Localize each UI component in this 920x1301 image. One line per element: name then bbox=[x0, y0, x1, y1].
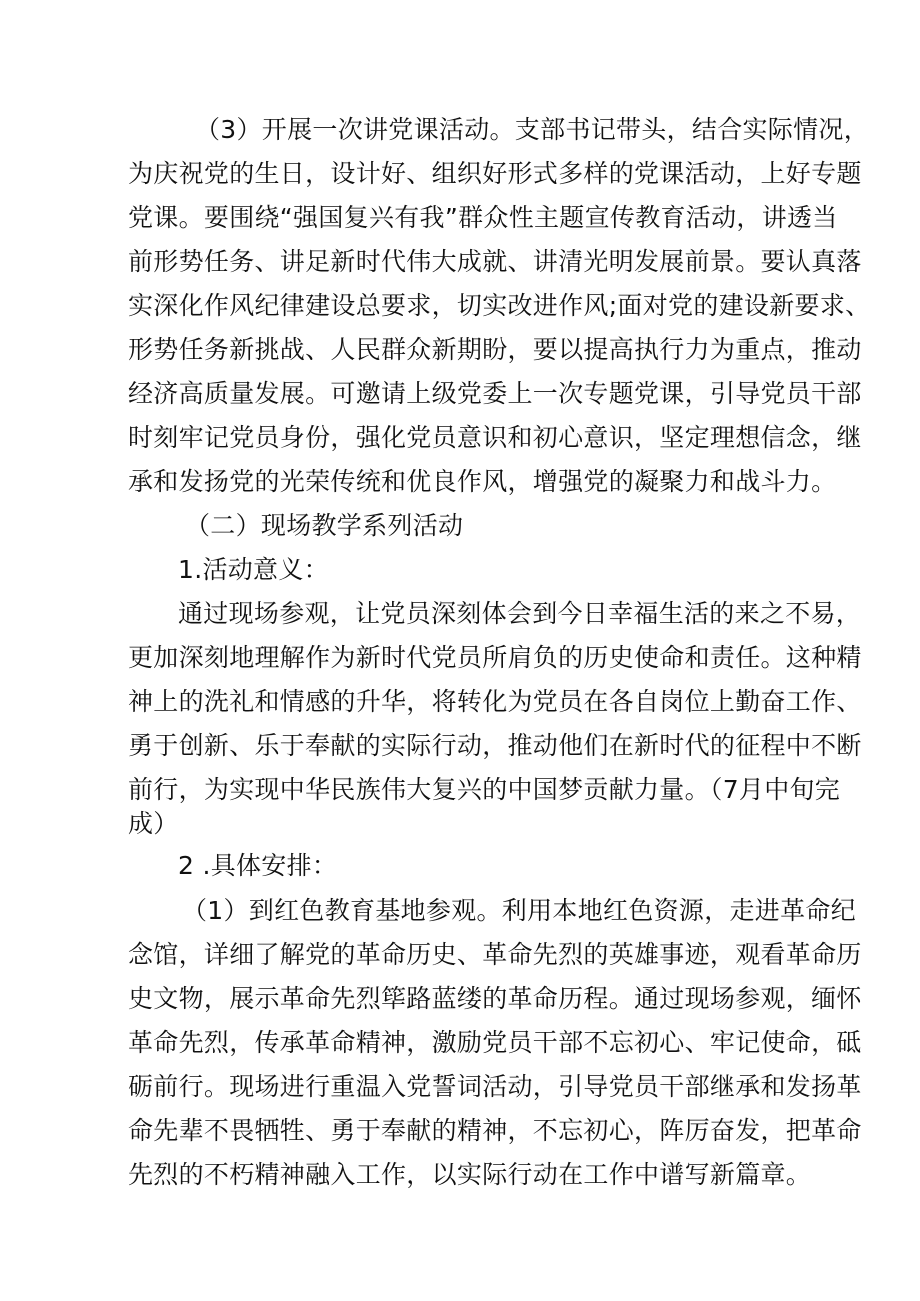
paragraph-line: 史文物，展示革命先烈筚路蓝缕的革命历程。通过现场参观，缅怀 bbox=[128, 984, 862, 1013]
paragraph-line: 革命先烈，传承革命精神，激励党员干部不忘初心、牢记使命，砥 bbox=[128, 1028, 862, 1057]
paragraph-line: 为庆祝党的生日，设计好、组织好形式多样的党课活动，上好专题 bbox=[128, 159, 862, 188]
paragraph-line: （1）到红色教育基地参观。利用本地红色资源，走进革命纪 bbox=[182, 896, 857, 925]
subsection-heading: 1.活动意义： bbox=[178, 555, 329, 584]
paragraph-line: 经济高质量发展。可邀请上级党委上一次专题党课，引导党员干部 bbox=[128, 379, 862, 408]
subsection-heading: 2 .具体安排： bbox=[178, 851, 338, 880]
paragraph-line: 形势任务新挑战、人民群众新期盼，要以提高执行力为重点，推动 bbox=[128, 335, 862, 364]
paragraph-line: 更加深刻地理解作为新时代党员所肩负的历史使命和责任。这种精 bbox=[128, 643, 862, 672]
paragraph-line: 前行，为实现中华民族伟大复兴的中国梦贡献力量。（7月中旬完 bbox=[128, 775, 841, 804]
section-heading: （二）现场教学系列活动 bbox=[185, 511, 464, 540]
paragraph-line: 党课。要围绕“强国复兴有我”群众性主题宣传教育活动，讲透当 bbox=[128, 203, 838, 232]
paragraph-line: 实深化作风纪律建设总要求，切实改进作风;面对党的建设新要求、 bbox=[128, 291, 871, 320]
paragraph-line: 神上的洗礼和情感的升华，将转化为党员在各自岗位上勤奋工作、 bbox=[128, 687, 862, 716]
paragraph-line: 念馆，详细了解党的革命历史、革命先烈的英雄事迹，观看革命历 bbox=[128, 940, 862, 969]
paragraph-line: 砺前行。现场进行重温入党誓词活动，引导党员干部继承和发扬革 bbox=[128, 1072, 862, 1101]
paragraph-line: 勇于创新、乐于奉献的实际行动，推动他们在新时代的征程中不断 bbox=[128, 731, 862, 760]
paragraph-line: 时刻牢记党员身份，强化党员意识和初心意识，坚定理想信念，继 bbox=[128, 423, 862, 452]
paragraph-line: 通过现场参观，让党员深刻体会到今日幸福生活的来之不易， bbox=[178, 599, 862, 628]
paragraph-line: 前形势任务、讲足新时代伟大成就、讲清光明发展前景。要认真落 bbox=[128, 247, 862, 276]
paragraph-line: 先烈的不朽精神融入工作，以实际行动在工作中谱写新篇章。 bbox=[128, 1160, 812, 1189]
paragraph-line: 命先辈不畏牺牲、勇于奉献的精神，不忘初心，阵厉奋发，把革命 bbox=[128, 1116, 862, 1145]
paragraph-line: （3）开展一次讲党课活动。支部书记带头，结合实际情况， bbox=[195, 115, 870, 144]
paragraph-line: 承和发扬党的光荣传统和优良作风，增强党的凝聚力和战斗力。 bbox=[128, 467, 837, 496]
paragraph-line: 成） bbox=[128, 809, 179, 838]
